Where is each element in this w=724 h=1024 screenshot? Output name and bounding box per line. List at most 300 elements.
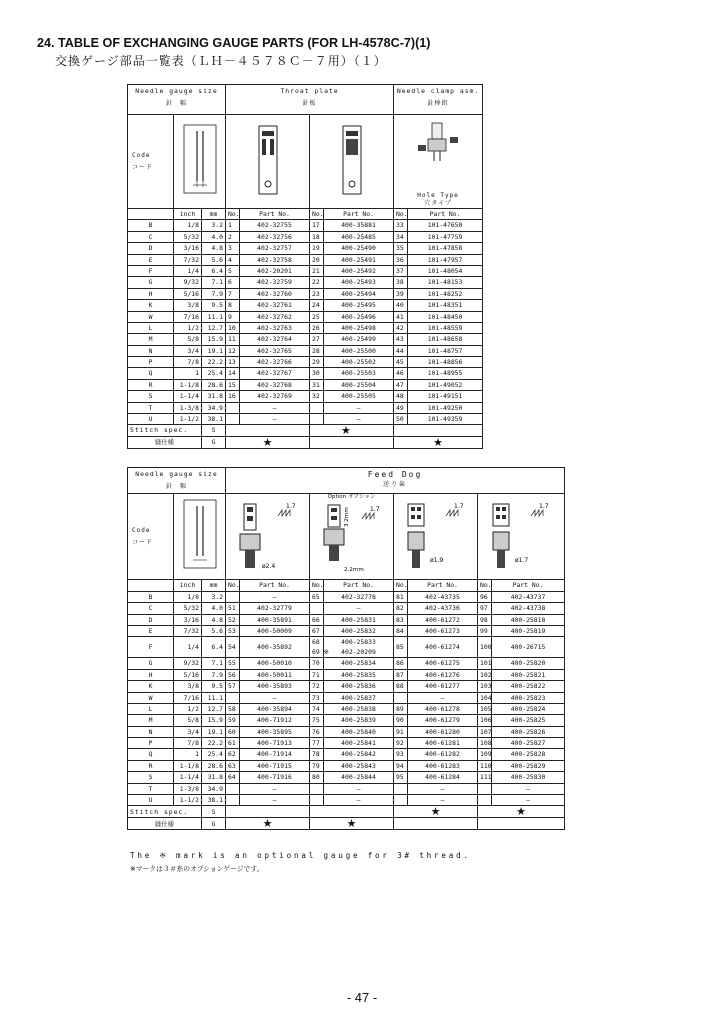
- table-cell: 7.9: [202, 669, 226, 680]
- table-cell: 400-25822: [492, 681, 565, 692]
- table-cell: 1/4: [174, 265, 202, 276]
- table-cell: [310, 414, 324, 425]
- table-cell: 400-25818: [492, 614, 565, 625]
- table-cell: 71: [310, 669, 324, 680]
- hole-type-label: Hole Type 穴タイプ: [417, 192, 459, 208]
- table-cell: 2: [226, 231, 240, 242]
- table-cell: L: [128, 322, 174, 333]
- table-cell: 400-71914: [240, 749, 310, 760]
- table-cell: 400-25841: [324, 738, 394, 749]
- table-cell: 45: [394, 357, 408, 368]
- table-row: [128, 783, 565, 794]
- table-cell: 3.2: [202, 591, 226, 602]
- table-cell: 402-32758: [240, 254, 310, 265]
- col-no: No.: [478, 580, 492, 591]
- star-mark: ★: [226, 818, 310, 830]
- table-cell: 42: [394, 322, 408, 333]
- table-cell: 400-25500: [324, 345, 394, 356]
- table-cell: 22: [310, 277, 324, 288]
- needle-gauge-illustration: [174, 494, 226, 580]
- table-cell: 400-25819: [492, 625, 565, 636]
- table-cell: 55: [226, 658, 240, 669]
- table-cell: 400-25490: [324, 243, 394, 254]
- table-cell: [310, 783, 324, 794]
- table-cell: 400-25839: [324, 715, 394, 726]
- table-row: [128, 591, 565, 602]
- table-cell: G: [128, 277, 174, 288]
- table-cell: —: [324, 603, 394, 614]
- throat-plate-icon: [248, 121, 288, 201]
- table-row: [128, 658, 565, 669]
- dim-label: ø1.9: [430, 557, 444, 564]
- table-cell: [310, 795, 324, 806]
- table-cell: 5/16: [174, 288, 202, 299]
- table-cell: 400-25829: [492, 760, 565, 771]
- table-cell: M: [128, 715, 174, 726]
- table-cell: 400-25835: [324, 669, 394, 680]
- col-part-no: Part No.: [240, 580, 310, 591]
- table-cell: 12.7: [202, 703, 226, 714]
- table-cell: 80: [310, 772, 324, 783]
- table-cell: 1/8: [174, 220, 202, 231]
- table-row: [128, 311, 483, 322]
- table-cell: 74: [310, 703, 324, 714]
- col-mm: mm: [202, 580, 226, 591]
- table-cell: 5/8: [174, 715, 202, 726]
- table-cell: 3/8: [174, 681, 202, 692]
- table-cell: —: [240, 591, 310, 602]
- table-cell: 58: [226, 703, 240, 714]
- table-cell: 400-61282: [408, 749, 478, 760]
- table-cell: C: [128, 603, 174, 614]
- table-cell: 400-25493: [324, 277, 394, 288]
- table-cell: 101-49359: [408, 414, 483, 425]
- table-cell: [478, 795, 492, 806]
- table-cell: 400-61273: [408, 625, 478, 636]
- note-japanese: ※マークは３＃糸のオプションゲージです。: [130, 865, 264, 873]
- table-cell: 25: [310, 311, 324, 322]
- table-cell: 402-43735: [408, 591, 478, 602]
- table-cell: F: [128, 637, 174, 658]
- table-cell: 106: [478, 715, 492, 726]
- table-cell: 72: [310, 681, 324, 692]
- table-row: [128, 391, 483, 402]
- table-cell: 4: [226, 254, 240, 265]
- table-cell: 1-3/8: [174, 402, 202, 413]
- table-cell: 101-47957: [408, 254, 483, 265]
- table-cell: 1-1/8: [174, 379, 202, 390]
- table-cell: —: [240, 692, 310, 703]
- table-cell: 400-61280: [408, 726, 478, 737]
- table-cell: 402-20201: [240, 265, 310, 276]
- dim-label: 1.7: [454, 503, 464, 510]
- table-cell: 4.8: [202, 614, 226, 625]
- gauge-table-1: [127, 84, 483, 449]
- table-cell: D: [128, 243, 174, 254]
- table-cell: R: [128, 379, 174, 390]
- table-cell: G: [128, 658, 174, 669]
- table-cell: F: [128, 265, 174, 276]
- table-cell: 402-32763: [240, 322, 310, 333]
- table-cell: 101-48351: [408, 300, 483, 311]
- table-cell: 400-25840: [324, 726, 394, 737]
- table-cell: 25.4: [202, 749, 226, 760]
- table-2-rows: [128, 591, 565, 806]
- table-cell: 46: [394, 368, 408, 379]
- table-cell: 19.1: [202, 345, 226, 356]
- table-row: [128, 322, 483, 333]
- table-cell: —: [240, 414, 310, 425]
- stitch-spec-label-jp: 縫仕様: [128, 818, 202, 830]
- col-inch: inch: [174, 580, 202, 591]
- table-cell: 79: [310, 760, 324, 771]
- table-cell: —: [240, 783, 310, 794]
- table-cell: S: [128, 391, 174, 402]
- table-cell: 14: [226, 368, 240, 379]
- table-cell: 96: [478, 591, 492, 602]
- table-cell: 23: [310, 288, 324, 299]
- table-cell: 400-50011: [240, 669, 310, 680]
- needle-clamp-header: Needle clamp asm. 針棒組: [394, 85, 483, 115]
- star-mark-raised: ★: [341, 424, 351, 437]
- table-cell: 99: [478, 625, 492, 636]
- feed-dog-icon: [310, 501, 394, 577]
- table-cell: 41: [394, 311, 408, 322]
- table-cell: [310, 603, 324, 614]
- table-cell: W: [128, 692, 174, 703]
- table-cell: 400-25834: [324, 658, 394, 669]
- table-cell: 101-47858: [408, 243, 483, 254]
- table-cell: [394, 795, 408, 806]
- table-cell: 400-25830: [492, 772, 565, 783]
- table-cell: 88: [394, 681, 408, 692]
- table-cell: 5.6: [202, 254, 226, 265]
- table-cell: 400-71915: [240, 760, 310, 771]
- table-cell: 92: [394, 738, 408, 749]
- table-row: [128, 795, 565, 806]
- table-cell: 102: [478, 669, 492, 680]
- table-cell: 400-25499: [324, 334, 394, 345]
- table-cell: 7/16: [174, 311, 202, 322]
- table-cell: 400-25826: [492, 726, 565, 737]
- table-cell: 400-61279: [408, 715, 478, 726]
- table-cell: 402-32756: [240, 231, 310, 242]
- table-cell: 17: [310, 220, 324, 231]
- table-cell: 78: [310, 749, 324, 760]
- table-cell: 400-61274: [408, 637, 478, 658]
- table-cell: 48: [394, 391, 408, 402]
- table-cell: 57: [226, 681, 240, 692]
- table-cell: 400-26715: [492, 637, 565, 658]
- table-row: [128, 603, 565, 614]
- table-cell: L: [128, 703, 174, 714]
- table-cell: 26: [310, 322, 324, 333]
- table-cell: 400-25828: [492, 749, 565, 760]
- table-cell: 3/16: [174, 614, 202, 625]
- table-cell: 101-48252: [408, 288, 483, 299]
- table-cell: [394, 783, 408, 794]
- table-cell: 52: [226, 614, 240, 625]
- table-cell: 101-48658: [408, 334, 483, 345]
- feed-dog-illustration-option: [310, 494, 394, 580]
- table-cell: 95: [394, 772, 408, 783]
- table-cell: 400-61276: [408, 669, 478, 680]
- table-row: [128, 749, 565, 760]
- table-cell: 86: [394, 658, 408, 669]
- col-no: No.: [310, 209, 324, 220]
- star-mark: ★: [478, 806, 565, 818]
- table-cell: 20: [310, 254, 324, 265]
- table-cell: 3/16: [174, 243, 202, 254]
- table-cell: 15.9: [202, 334, 226, 345]
- table-cell: 59: [226, 715, 240, 726]
- table-cell-line: 69 ※: [312, 647, 329, 656]
- table-cell: 402-32757: [240, 243, 310, 254]
- dim-label: 1.7: [370, 506, 380, 514]
- table-cell: N: [128, 726, 174, 737]
- table-cell: 101-48450: [408, 311, 483, 322]
- table-cell: 31.8: [202, 772, 226, 783]
- table-row: [128, 669, 565, 680]
- table-cell: 400-25820: [492, 658, 565, 669]
- table-row: [128, 243, 483, 254]
- table-cell: 5: [226, 265, 240, 276]
- table-cell: 108: [478, 738, 492, 749]
- table-cell: 64: [226, 772, 240, 783]
- table-cell: P: [128, 738, 174, 749]
- table-row: [128, 368, 483, 379]
- stitch-spec-label: Stitch spec.: [128, 425, 202, 436]
- table-cell: 101-49250: [408, 402, 483, 413]
- table-cell: 31: [310, 379, 324, 390]
- table-row: [128, 625, 565, 636]
- table-cell: 73: [310, 692, 324, 703]
- table-cell: 65: [310, 591, 324, 602]
- table-cell: —: [240, 795, 310, 806]
- table-cell: 1: [226, 220, 240, 231]
- table-cell: 56: [226, 669, 240, 680]
- table-cell: R: [128, 760, 174, 771]
- table-row: [128, 760, 565, 771]
- table-cell: 5/8: [174, 334, 202, 345]
- table-row: [128, 738, 565, 749]
- table-cell: 400-25491: [324, 254, 394, 265]
- table-cell: 5/32: [174, 603, 202, 614]
- table-cell: —: [240, 402, 310, 413]
- table-row: [128, 277, 483, 288]
- table-cell: 15.9: [202, 715, 226, 726]
- table-cell: 5/32: [174, 231, 202, 242]
- stitch-spec-label: Stitch spec.: [128, 806, 202, 818]
- table-cell: 1-1/4: [174, 391, 202, 402]
- table-cell: 82: [394, 603, 408, 614]
- table-cell: 400-25838: [324, 703, 394, 714]
- table-cell: 400-25832: [324, 625, 394, 636]
- table-cell: 6.4: [202, 265, 226, 276]
- throat-plate-icon: [332, 121, 372, 201]
- table-cell: 85: [394, 637, 408, 658]
- code-label: Code コード: [128, 494, 174, 580]
- table-cell: 6.4: [202, 637, 226, 658]
- table-cell: 66: [310, 614, 324, 625]
- table-cell: 40: [394, 300, 408, 311]
- table-cell-line: 68: [312, 638, 320, 647]
- table-cell: 7: [226, 288, 240, 299]
- table-cell: 67: [310, 625, 324, 636]
- col-part-no: Part No.: [324, 209, 394, 220]
- table-cell: B: [128, 220, 174, 231]
- table-cell: 400-25823: [492, 692, 565, 703]
- table-cell: 402-32759: [240, 277, 310, 288]
- table-cell: 81: [394, 591, 408, 602]
- table-cell: 4.8: [202, 243, 226, 254]
- table-cell: 6: [226, 277, 240, 288]
- gauge-table-2: [127, 467, 565, 830]
- table-cell: 12: [226, 345, 240, 356]
- table-row: [128, 726, 565, 737]
- table-cell: 400-50010: [240, 658, 310, 669]
- table-row: [128, 345, 483, 356]
- table-cell: 400-61284: [408, 772, 478, 783]
- col-no: No.: [226, 209, 240, 220]
- table-cell: S: [128, 772, 174, 783]
- table-cell: 4.0: [202, 231, 226, 242]
- table-cell: 400-25492: [324, 265, 394, 276]
- table-cell: 9/32: [174, 658, 202, 669]
- col-inch: inch: [174, 209, 202, 220]
- star-mark: ★: [310, 818, 394, 830]
- table-cell: [478, 783, 492, 794]
- table-row: [128, 772, 565, 783]
- table-cell: 9.5: [202, 681, 226, 692]
- table-cell: 3.2: [202, 220, 226, 231]
- table-1-rows: [128, 220, 483, 425]
- table-cell: —: [324, 795, 394, 806]
- table-cell: 104: [478, 692, 492, 703]
- table-cell: —: [324, 414, 394, 425]
- table-cell: 33: [394, 220, 408, 231]
- page-subtitle: 交換ゲージ部品一覧表（ＬＨ－４５７８Ｃ－７用）（１）: [55, 54, 387, 68]
- table-row: [128, 637, 565, 658]
- table-cell: 11: [226, 334, 240, 345]
- col-no: No.: [394, 580, 408, 591]
- table-cell: 400-25504: [324, 379, 394, 390]
- table-row: [128, 703, 565, 714]
- note-english: The ※ mark is an optional gauge for 3# thread.: [130, 851, 471, 860]
- table-cell: 400-25827: [492, 738, 565, 749]
- table-cell: 31.8: [202, 391, 226, 402]
- needle-gauge-size-header: Needle gauge size 針 幅: [128, 85, 226, 115]
- table-cell: —: [408, 692, 478, 703]
- table-cell: 94: [394, 760, 408, 771]
- table-cell: 98: [478, 614, 492, 625]
- table-cell: 400-25825: [492, 715, 565, 726]
- table-cell: 50: [394, 414, 408, 425]
- table-row: [128, 614, 565, 625]
- table-cell: 3/8: [174, 300, 202, 311]
- table-cell: N: [128, 345, 174, 356]
- table-cell: 3: [226, 243, 240, 254]
- throat-plate-illustration-1: [226, 115, 310, 209]
- table-cell: [226, 414, 240, 425]
- table-cell: U: [128, 414, 174, 425]
- col-mm: mm: [202, 209, 226, 220]
- table-cell: —: [408, 783, 478, 794]
- table-cell: 28.6: [202, 379, 226, 390]
- table-cell: 400-35891: [240, 614, 310, 625]
- table-cell: 402-32769: [240, 391, 310, 402]
- table-cell: [394, 692, 408, 703]
- code-label: Code コード: [128, 115, 174, 209]
- table-cell: 11.1: [202, 692, 226, 703]
- spec-g: G: [202, 436, 226, 448]
- table-cell: 1-1/8: [174, 760, 202, 771]
- table-cell: 101: [478, 658, 492, 669]
- table-cell: —: [324, 402, 394, 413]
- table-cell-line: 402-20209: [341, 647, 376, 656]
- table-cell: Q: [128, 749, 174, 760]
- table-cell: 29: [310, 357, 324, 368]
- throat-plate-illustration-2: [310, 115, 394, 209]
- feed-dog-header: Feed Dog 送り歯: [226, 468, 565, 494]
- table-cell: 1/2: [174, 322, 202, 333]
- table-cell: 7/32: [174, 254, 202, 265]
- col-no: No.: [310, 580, 324, 591]
- table-cell: 400-71916: [240, 772, 310, 783]
- table-cell: 19.1: [202, 726, 226, 737]
- table-cell: 400-25485: [324, 231, 394, 242]
- col-no: No.: [394, 209, 408, 220]
- table-cell: 402-43737: [492, 591, 565, 602]
- table-cell: 1/4: [174, 637, 202, 658]
- table-cell: D: [128, 614, 174, 625]
- table-cell: 30: [310, 368, 324, 379]
- table-cell: 18: [310, 231, 324, 242]
- table-row: [128, 692, 565, 703]
- table-cell: 16: [226, 391, 240, 402]
- needle-gauge-size-header: Needle gauge size 針 幅: [128, 468, 226, 494]
- table-cell: 400-50009: [240, 625, 310, 636]
- feed-dog-icon: [479, 494, 563, 578]
- star-mark: ★: [394, 436, 483, 448]
- table-cell: 15: [226, 379, 240, 390]
- table-cell: 9/32: [174, 277, 202, 288]
- table-cell: 12.7: [202, 322, 226, 333]
- table-cell: 77: [310, 738, 324, 749]
- table-cell: 100: [478, 637, 492, 658]
- table-cell: 7/8: [174, 738, 202, 749]
- feed-dog-icon: [394, 494, 478, 578]
- dim-label: 1.7: [286, 503, 296, 510]
- table-cell: [310, 402, 324, 413]
- table-cell: 62: [226, 749, 240, 760]
- throat-plate-header: Throat plate 針板: [226, 85, 394, 115]
- page-number: - 47 -: [346, 990, 378, 1005]
- table-cell: 101-47759: [408, 231, 483, 242]
- double-needle-icon: [175, 121, 225, 201]
- table-cell: 400-25837: [324, 692, 394, 703]
- table-cell: 25.4: [202, 368, 226, 379]
- table-cell: 110: [478, 760, 492, 771]
- table-cell: 9: [226, 311, 240, 322]
- table-cell: 400-61275: [408, 658, 478, 669]
- col-part-no: Part No.: [324, 580, 394, 591]
- table-cell: —: [492, 783, 565, 794]
- table-cell: H: [128, 669, 174, 680]
- feed-dog-icon: [226, 494, 310, 578]
- table-cell: 400-25831: [324, 614, 394, 625]
- spec-s: S: [202, 806, 226, 818]
